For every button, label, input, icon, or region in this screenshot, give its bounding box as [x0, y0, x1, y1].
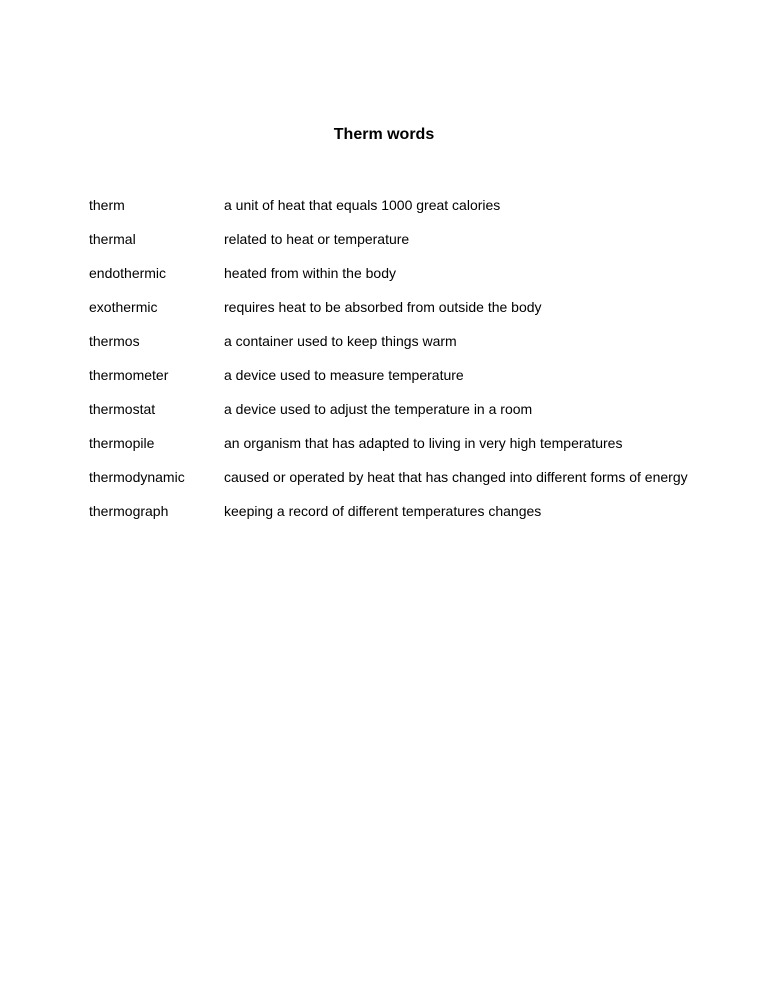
glossary-term: thermodynamic — [89, 469, 185, 485]
glossary-entry — [89, 228, 689, 250]
glossary-term: endothermic — [89, 265, 167, 281]
glossary-entry — [89, 262, 689, 284]
glossary-definition: caused or operated by heat that has changed into different forms of energy — [224, 469, 688, 485]
glossary-term: thermograph — [89, 503, 169, 519]
glossary-term: thermopile — [89, 435, 155, 451]
glossary-term: exothermic — [89, 299, 158, 315]
page-title: Therm words — [333, 126, 435, 143]
glossary-entry — [89, 466, 689, 488]
glossary-entry — [89, 398, 689, 420]
glossary-definition: requires heat to be absorbed from outside the body — [224, 299, 542, 315]
glossary-entry — [89, 500, 689, 522]
glossary-definition: an organism that has adapted to living in very high temperatures — [224, 435, 623, 451]
glossary-definition: a device used to adjust the temperature in a room — [224, 401, 533, 417]
glossary-term: thermal — [89, 231, 136, 247]
glossary-term: thermos — [89, 333, 140, 349]
glossary-definition: a device used to measure temperature — [224, 367, 464, 383]
glossary-definition: related to heat or temperature — [224, 231, 410, 247]
glossary-entry — [89, 194, 689, 216]
glossary-term: therm — [89, 197, 125, 213]
glossary-entry — [89, 432, 689, 454]
glossary-term: thermostat — [89, 401, 156, 417]
glossary-entry — [89, 330, 689, 352]
glossary-definition: keeping a record of different temperatures changes — [224, 503, 542, 519]
glossary-term: thermometer — [89, 367, 169, 383]
glossary-definition: heated from within the body — [224, 265, 396, 281]
glossary-list — [89, 194, 689, 534]
glossary-definition: a unit of heat that equals 1000 great calories — [224, 197, 501, 213]
glossary-definition: a container used to keep things warm — [224, 333, 457, 349]
glossary-entry — [89, 364, 689, 386]
glossary-entry — [89, 296, 689, 318]
